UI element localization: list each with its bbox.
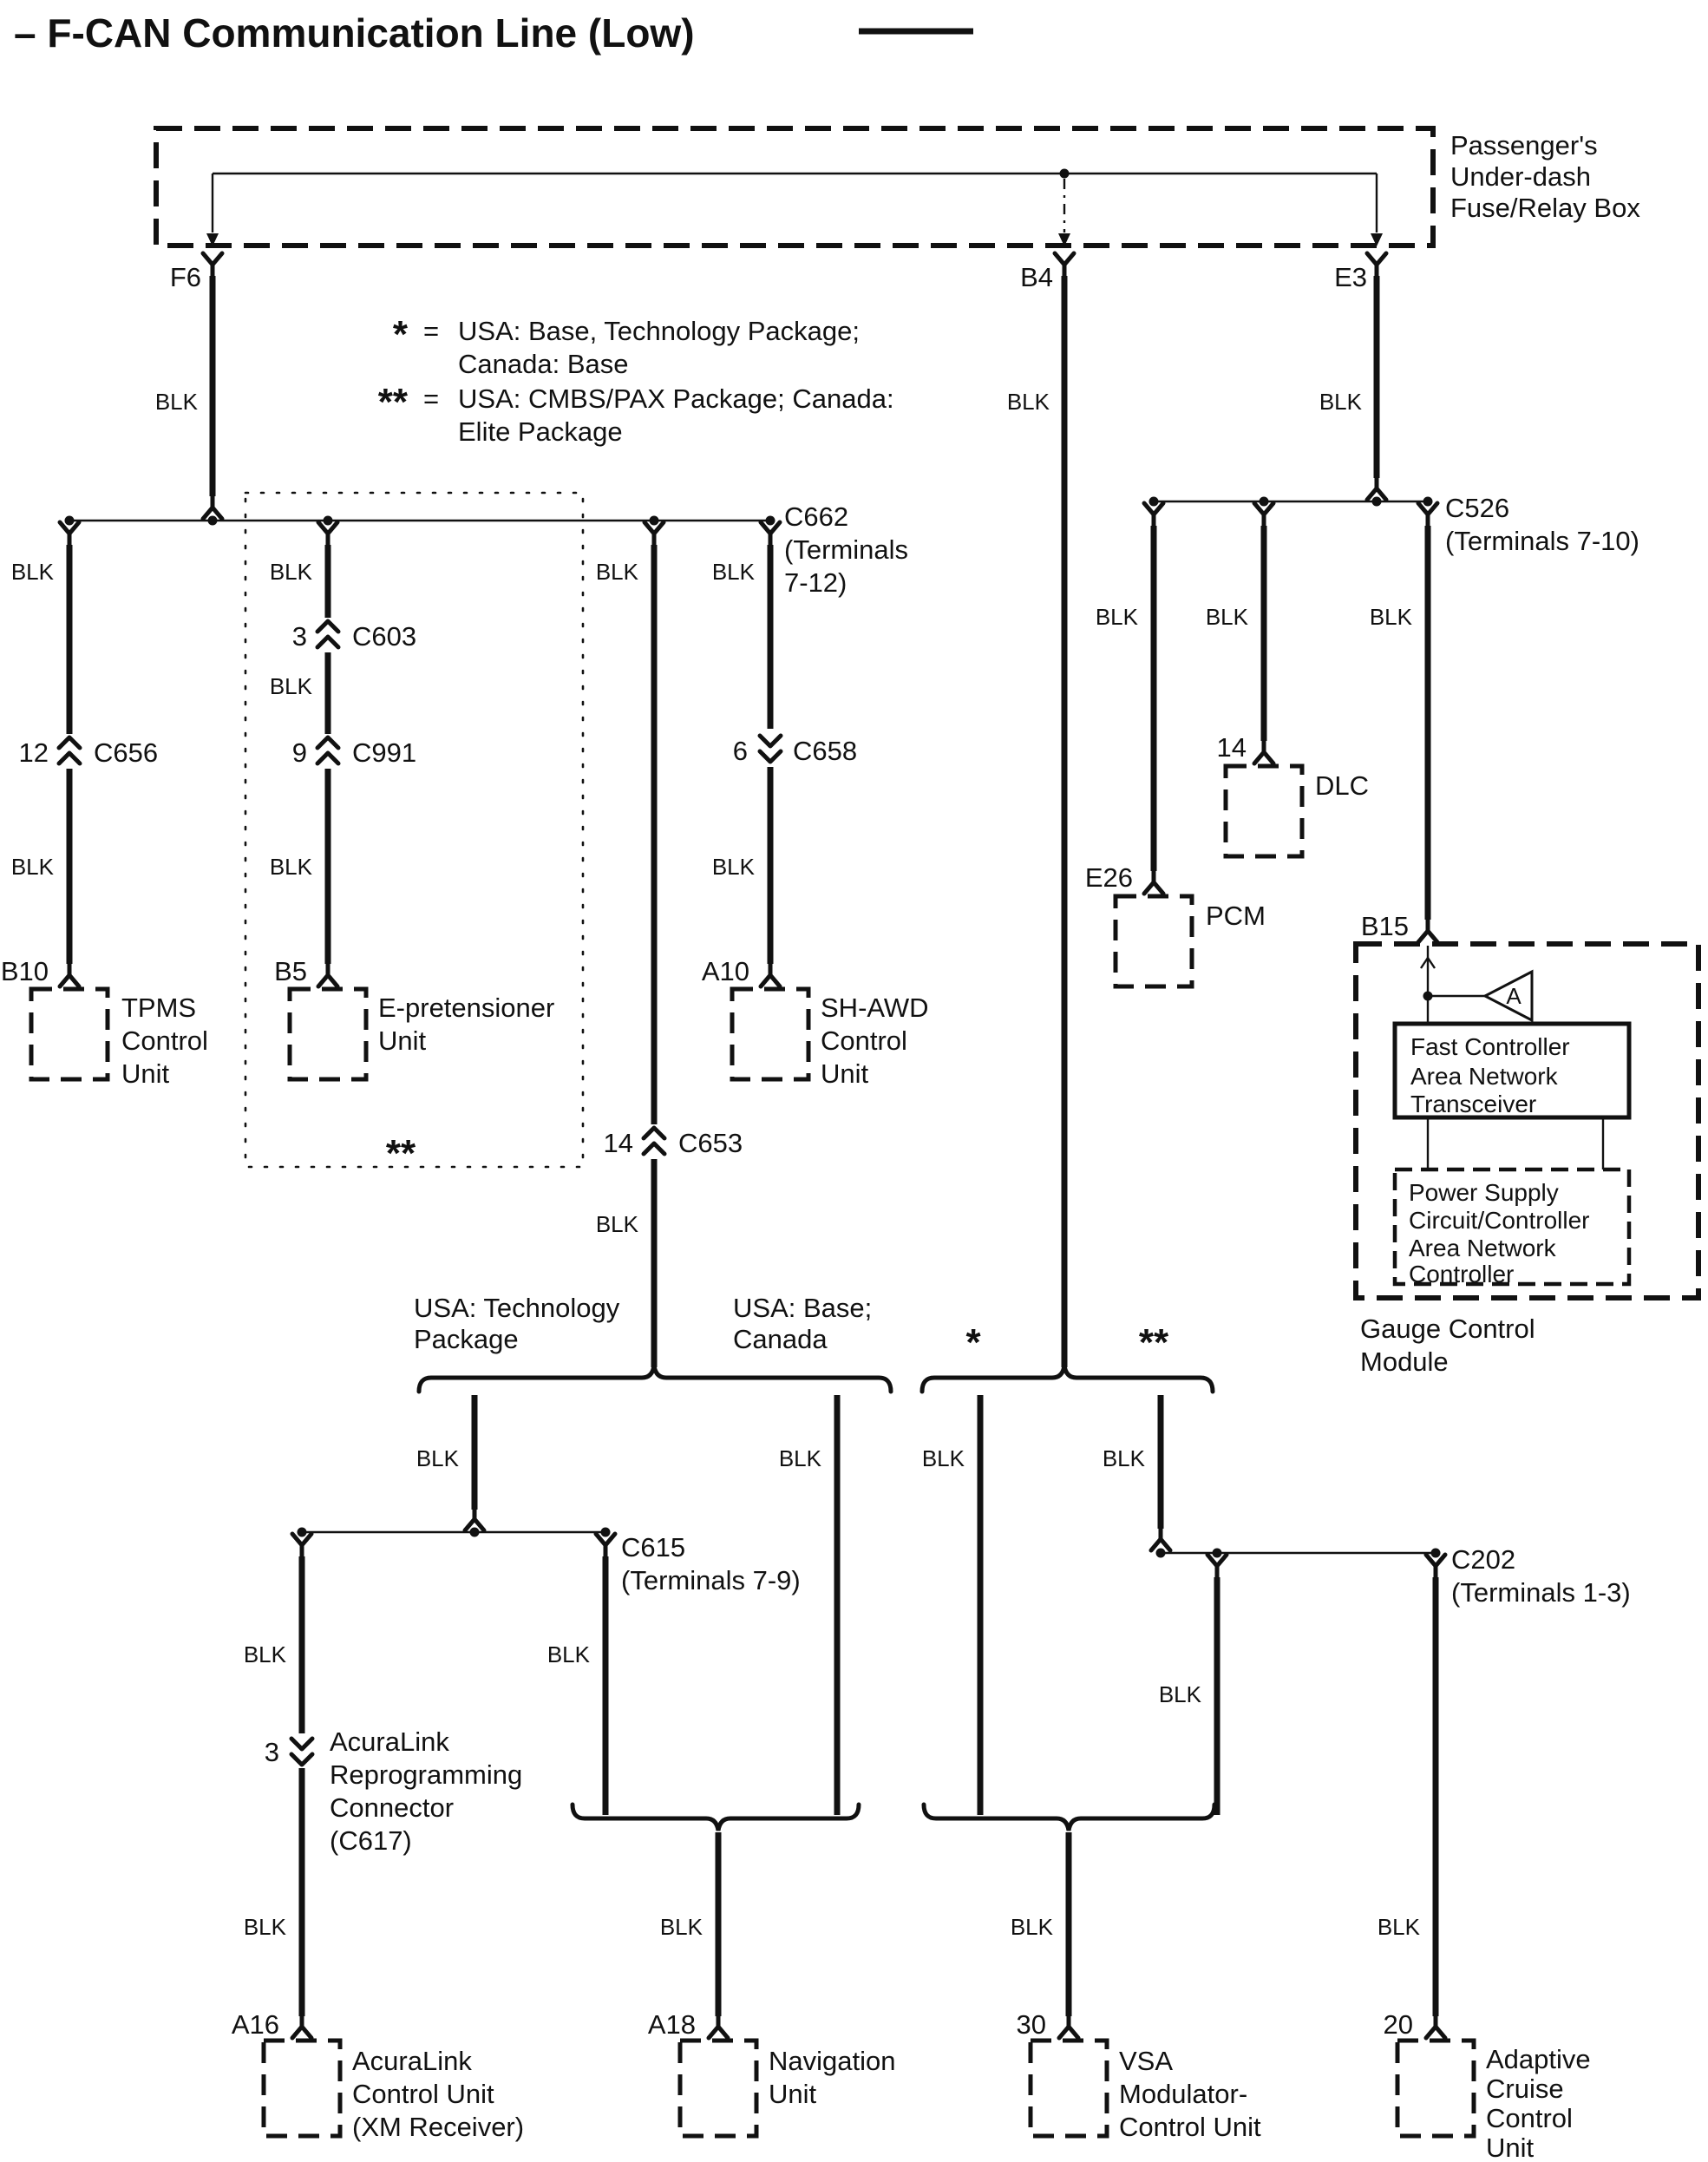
merge-brace-vsa: [924, 1805, 1214, 1831]
pin-b10-label: B10: [0, 956, 49, 986]
e-pretensioner-label-2: Unit: [378, 1025, 427, 1056]
connector-c617-label-2: Reprogramming: [330, 1759, 523, 1790]
branch-fork: [1426, 1555, 1445, 1578]
terminal-b4-label: B4: [1020, 262, 1053, 292]
fuse-box-label-line1: Passenger's: [1450, 130, 1598, 161]
junction-dot: [1149, 497, 1159, 507]
wire-color-label: BLK: [10, 854, 54, 880]
wire-color-label: BLK: [1095, 604, 1138, 630]
e-pretensioner-label-1: E-pretensioner: [378, 993, 555, 1023]
wire-color-label: BLK: [1369, 604, 1412, 630]
branch-fork: [1207, 1555, 1227, 1578]
navigation-label-2: Unit: [769, 2079, 817, 2109]
connector-c617-label-4: (C617): [330, 1825, 412, 1856]
junction-dot: [650, 516, 659, 526]
dlc-label: DLC: [1315, 770, 1370, 801]
power-label-2: Circuit/Controller: [1409, 1207, 1590, 1234]
fuse-terminals: [170, 253, 1386, 292]
connector-c662-label-2: (Terminals: [784, 534, 908, 565]
pin-20-label: 20: [1383, 2009, 1413, 2040]
branch-sh-awd: [702, 545, 929, 1089]
connector-c656-name: C656: [94, 737, 159, 768]
junction-dot: [1156, 1549, 1166, 1558]
junction-dot: [1213, 1549, 1222, 1558]
wire-color-label: BLK: [1102, 1445, 1145, 1471]
wire-end-fork: [60, 963, 79, 986]
variant-base-label-1: USA: Base;: [733, 1293, 873, 1323]
connector-c991-name: C991: [352, 737, 417, 768]
legend-star-text-1: USA: Base, Technology Package;: [458, 316, 860, 346]
fuse-box-label-line3: Fuse/Relay Box: [1450, 193, 1640, 223]
junction-dot: [208, 516, 218, 526]
wire-end-fork: [292, 2015, 311, 2038]
junction-dot: [1260, 497, 1269, 507]
wire-end-fork: [1418, 919, 1437, 942]
wire-color-label: BLK: [154, 389, 198, 415]
legend-star-symbol: *: [392, 313, 408, 356]
wire-color-label: BLK: [1377, 1914, 1420, 1940]
wire-color-label: BLK: [921, 1445, 965, 1471]
terminal-fork-f6: [203, 253, 222, 277]
connector-c658-pin: 6: [732, 736, 748, 766]
variant-double-star-marker: **: [1138, 1321, 1169, 1364]
junction-dot: [470, 1528, 480, 1537]
variant-tech-label-2: Package: [414, 1324, 519, 1354]
wire-end-fork: [1059, 2015, 1078, 2038]
branch-tpms: [1, 545, 208, 1089]
variant-base-label-2: Canada: [733, 1324, 828, 1354]
wire-color-label: BLK: [595, 1211, 638, 1237]
junction-dot: [1431, 1549, 1441, 1558]
bus-c526: [1144, 476, 1639, 556]
terminal-f6-label: F6: [169, 262, 201, 292]
connector-c526-label-2: (Terminals 7-10): [1445, 526, 1639, 556]
wire-color-label: BLK: [416, 1445, 459, 1471]
wire-color-label: BLK: [1006, 389, 1050, 415]
terminal-fork-e3: [1367, 253, 1386, 277]
wire-end-fork: [318, 963, 337, 986]
wire-color-label: BLK: [711, 559, 755, 585]
power-label-4: Controller: [1409, 1261, 1515, 1287]
variant-star-marker: *: [965, 1321, 981, 1364]
e-pretensioner-unit-box: [290, 989, 366, 1079]
double-star-option-box: [245, 493, 583, 1167]
pin-e26-label: E26: [1084, 862, 1133, 893]
wire-end-fork: [1367, 476, 1386, 500]
sh-awd-label-3: Unit: [821, 1058, 869, 1089]
sh-awd-label-1: SH-AWD: [821, 993, 929, 1023]
connector-c615-label-1: C615: [621, 1532, 686, 1563]
navigation-label-1: Navigation: [769, 2046, 896, 2076]
pin-30-label: 30: [1016, 2009, 1046, 2040]
navigation-unit-box: [680, 2041, 756, 2136]
connector-c617-pin: 3: [264, 1737, 279, 1767]
connector-c617-icon: [291, 1739, 312, 1765]
acc-label-2: Cruise: [1486, 2074, 1564, 2104]
wire-color-label: BLK: [659, 1914, 703, 1940]
connector-c526-label-1: C526: [1445, 493, 1510, 523]
wire-end-fork: [203, 495, 222, 519]
pin-b5-label: B5: [274, 956, 307, 986]
connector-c603-icon: [317, 621, 338, 647]
tpms-label-3: Unit: [121, 1058, 170, 1089]
connector-c653-icon: [644, 1128, 664, 1154]
wire-end-fork: [1254, 740, 1273, 763]
sh-awd-label-2: Control: [821, 1025, 907, 1056]
legend-double-star-text-2: Elite Package: [458, 416, 623, 447]
pin-a16-label: A16: [231, 2009, 279, 2040]
legend-equals: =: [423, 316, 440, 346]
branch-fork: [60, 522, 79, 546]
acc-label-1: Adaptive: [1486, 2044, 1591, 2074]
wire-color-label: BLK: [1010, 1914, 1053, 1940]
junction-dot: [601, 1528, 611, 1537]
connector-c202-label-2: (Terminals 1-3): [1451, 1577, 1631, 1608]
connector-c658-name: C658: [793, 736, 858, 766]
connector-c662-label-3: 7-12): [784, 567, 847, 598]
terminal-e3-label: E3: [1334, 262, 1367, 292]
vsa-unit-box: [1031, 2041, 1107, 2136]
branch-fork: [1254, 503, 1273, 527]
pcm-label: PCM: [1206, 901, 1266, 931]
wire-color-label: BLK: [595, 559, 638, 585]
wire-color-label: BLK: [711, 854, 755, 880]
tpms-label-2: Control: [121, 1025, 208, 1056]
connector-c991-icon: [317, 737, 338, 763]
sh-awd-unit-box: [732, 989, 808, 1079]
fuse-relay-box: [156, 128, 1640, 246]
transceiver-label-1: Fast Controller: [1410, 1033, 1570, 1060]
junction-dot: [65, 516, 75, 526]
gauge-module-label-1: Gauge Control: [1360, 1314, 1535, 1344]
connector-c603-pin: 3: [291, 621, 307, 652]
acc-label-4: Unit: [1486, 2133, 1535, 2162]
tpms-label-1: TPMS: [121, 993, 197, 1023]
power-label-3: Area Network: [1409, 1235, 1556, 1261]
wire-color-label: BLK: [1158, 1681, 1201, 1707]
branch-fork: [596, 1534, 615, 1557]
legend-double-star-text-1: USA: CMBS/PAX Package; Canada:: [458, 383, 894, 414]
junction-dot: [1372, 497, 1382, 507]
junction-dot: [766, 516, 775, 526]
wire-color-label: BLK: [10, 559, 54, 585]
connector-c653-name: C653: [678, 1128, 743, 1158]
branch-fork: [292, 1534, 311, 1557]
acuralink-label-2: Control Unit: [352, 2079, 494, 2109]
junction-dot: [298, 1528, 307, 1537]
junction-dot: [1060, 169, 1070, 179]
merge-brace-navigation: [573, 1805, 859, 1831]
split-brace-b4: [922, 1366, 1213, 1392]
legend-star-text-2: Canada: Base: [458, 349, 629, 379]
branch-dlc: [1206, 526, 1369, 856]
connector-c603-name: C603: [352, 621, 417, 652]
bus-c662: [60, 495, 908, 598]
wire-end-fork: [1426, 2015, 1445, 2038]
legend-double-star-symbol: **: [377, 381, 408, 423]
wire-color-label: BLK: [269, 854, 312, 880]
wire-end-fork: [1144, 870, 1163, 894]
wire-color-label: BLK: [269, 673, 312, 699]
section-c202: [922, 1395, 1631, 2162]
legend-equals: =: [423, 383, 440, 414]
connector-c658-icon: [760, 736, 781, 762]
wire-color-label: BLK: [269, 559, 312, 585]
wire-color-label: BLK: [778, 1445, 821, 1471]
page-title: – F-CAN Communication Line (Low): [14, 10, 695, 56]
wire-color-label: BLK: [546, 1641, 590, 1667]
acuralink-label-1: AcuraLink: [352, 2046, 472, 2076]
section-c615: [232, 1395, 896, 2142]
wire-end-fork: [709, 2015, 728, 2038]
wire-color-label: BLK: [243, 1641, 286, 1667]
junction-dot: [1423, 497, 1433, 507]
connector-c615-label-2: (Terminals 7-9): [621, 1565, 801, 1595]
pin-dlc-label: 14: [1216, 732, 1247, 763]
vsa-label-2: Modulator-: [1119, 2079, 1248, 2109]
transceiver-label-3: Transceiver: [1410, 1091, 1537, 1117]
wire-end-fork: [1151, 1527, 1170, 1550]
pin-a18-label: A18: [647, 2009, 696, 2040]
wire-color-label: BLK: [1319, 389, 1362, 415]
branch-fork: [645, 522, 664, 546]
fuse-relay-box-outline: [156, 128, 1433, 246]
wire-color-label: BLK: [1205, 604, 1248, 630]
variant-tech-label-1: USA: Technology: [414, 1293, 620, 1323]
amplifier-a-label: A: [1506, 983, 1521, 1009]
wire-end-fork: [761, 963, 780, 986]
split-brace-c653: [419, 1366, 891, 1392]
legend: [378, 313, 894, 447]
branch-fork: [318, 522, 337, 546]
branch-fork: [1144, 503, 1163, 527]
connector-c653-pin: 14: [603, 1128, 633, 1158]
wire-end-fork: [465, 1507, 484, 1530]
acuralink-label-3: (XM Receiver): [352, 2112, 525, 2142]
tpms-unit-box: [31, 989, 108, 1079]
connector-c991-pin: 9: [291, 737, 307, 768]
acc-unit-box: [1397, 2041, 1474, 2136]
connector-c202-label-1: C202: [1451, 1544, 1516, 1575]
power-label-1: Power Supply: [1409, 1179, 1559, 1206]
pin-b15-label: B15: [1360, 911, 1409, 941]
pcm-unit-box: [1116, 896, 1192, 986]
connector-c656-icon: [59, 737, 80, 763]
wire-color-label: BLK: [243, 1914, 286, 1940]
connector-c662-label-1: C662: [784, 501, 849, 532]
acuralink-unit-box: [264, 2041, 340, 2136]
connector-c617-label-3: Connector: [330, 1792, 455, 1823]
branch-fork: [1418, 503, 1437, 527]
junction-dot: [324, 516, 333, 526]
acc-label-3: Control: [1486, 2103, 1573, 2133]
dlc-box: [1226, 766, 1302, 856]
vsa-label-1: VSA: [1119, 2046, 1174, 2076]
gauge-module-label-2: Module: [1360, 1346, 1449, 1377]
branch-fork: [761, 522, 780, 546]
double-star-option-marker: **: [385, 1132, 416, 1175]
pin-a10-label: A10: [701, 956, 749, 986]
connector-c617-label-1: AcuraLink: [330, 1726, 449, 1757]
fuse-box-label-line2: Under-dash: [1450, 161, 1591, 192]
vsa-label-3: Control Unit: [1119, 2112, 1261, 2142]
branch-e-pretensioner: [270, 545, 555, 1079]
transceiver-label-2: Area Network: [1410, 1063, 1558, 1090]
connector-c656-pin: 12: [18, 737, 49, 768]
terminal-fork-b4: [1055, 253, 1074, 277]
branch-gauge-module: [1356, 526, 1698, 1377]
